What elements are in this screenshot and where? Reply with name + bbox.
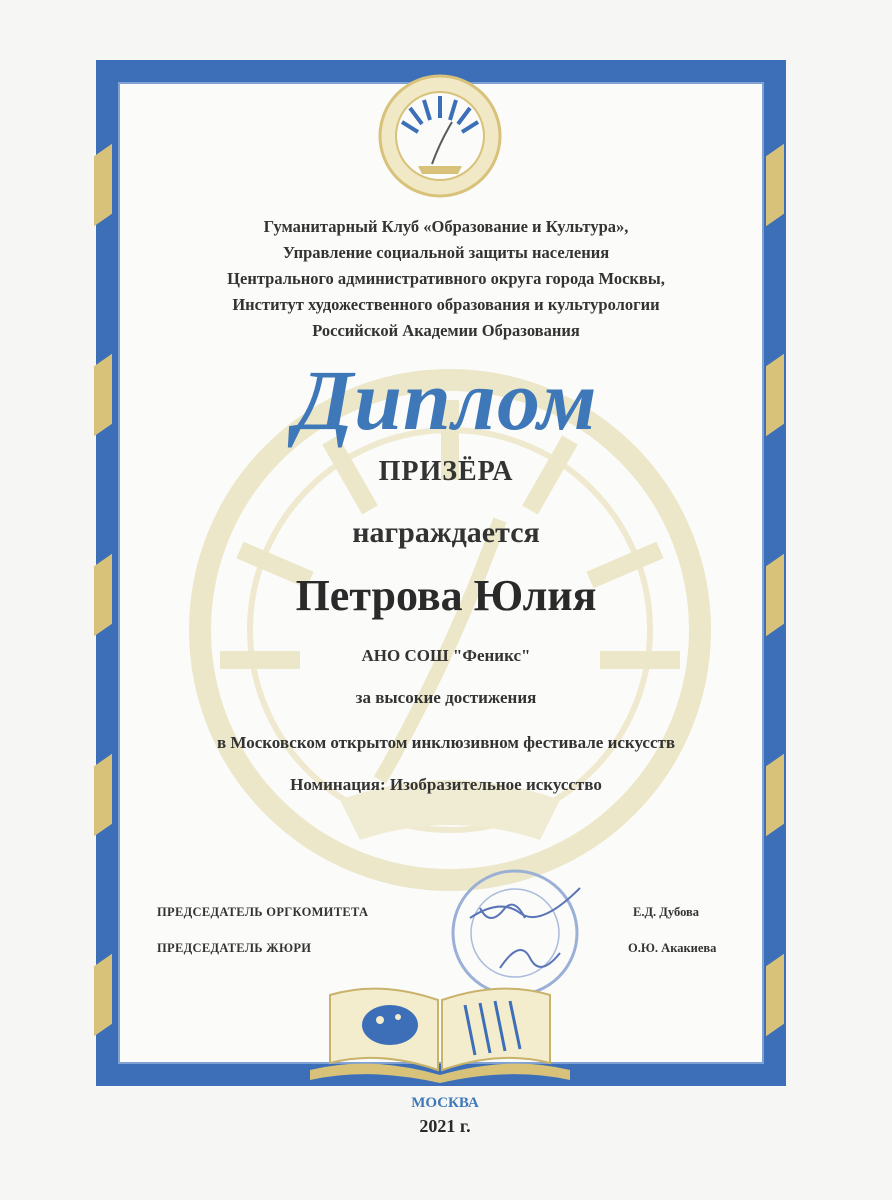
gold-ribbon-decoration bbox=[94, 954, 112, 1037]
gold-ribbon-decoration bbox=[94, 554, 112, 637]
recipient-name: Петрова Юлия bbox=[295, 571, 597, 620]
organizer-line: Центрального административного округа города Москвы, bbox=[227, 269, 665, 288]
signature-title: ПРЕДСЕДАТЕЛЬ ОРГКОМИТЕТА bbox=[157, 905, 369, 919]
awarded-text: награждается bbox=[352, 516, 540, 549]
open-book-icon bbox=[300, 975, 580, 1085]
signature-name: Е.Д. Дубова bbox=[633, 905, 700, 919]
achievement-text: за высокие достижения bbox=[355, 688, 537, 707]
signature-name: О.Ю. Акакиева bbox=[628, 941, 717, 955]
city-label: МОСКВА bbox=[411, 1095, 479, 1111]
gold-ribbon-decoration bbox=[94, 354, 112, 437]
organizer-line: Управление социальной защиты населения bbox=[282, 243, 610, 262]
signature-title: ПРЕДСЕДАТЕЛЬ ЖЮРИ bbox=[157, 941, 312, 955]
organizer-line: Институт художественного образования и культурологии bbox=[232, 295, 660, 314]
year-label: 2021 г. bbox=[419, 1116, 471, 1136]
diploma-title: Диплом bbox=[294, 352, 598, 448]
nomination-text: Номинация: Изобразительное искусство bbox=[290, 775, 602, 794]
gold-ribbon-decoration bbox=[94, 754, 112, 837]
gold-ribbon-decoration bbox=[766, 954, 784, 1037]
school-name: АНО СОШ "Феникс" bbox=[361, 646, 531, 665]
organizer-line: Гуманитарный Клуб «Образование и Культура», bbox=[263, 217, 629, 236]
organizers-block bbox=[120, 214, 772, 344]
gold-ribbon-decoration bbox=[766, 754, 784, 837]
top-emblem-icon bbox=[362, 72, 518, 198]
gold-ribbon-decoration bbox=[94, 144, 112, 227]
diploma-subtitle: ПРИЗЁРА bbox=[378, 456, 514, 487]
festival-text: в Московском открытом инклюзивном фестивале искусств bbox=[216, 733, 676, 752]
organizer-line: Российской Академии Образования bbox=[312, 321, 580, 340]
